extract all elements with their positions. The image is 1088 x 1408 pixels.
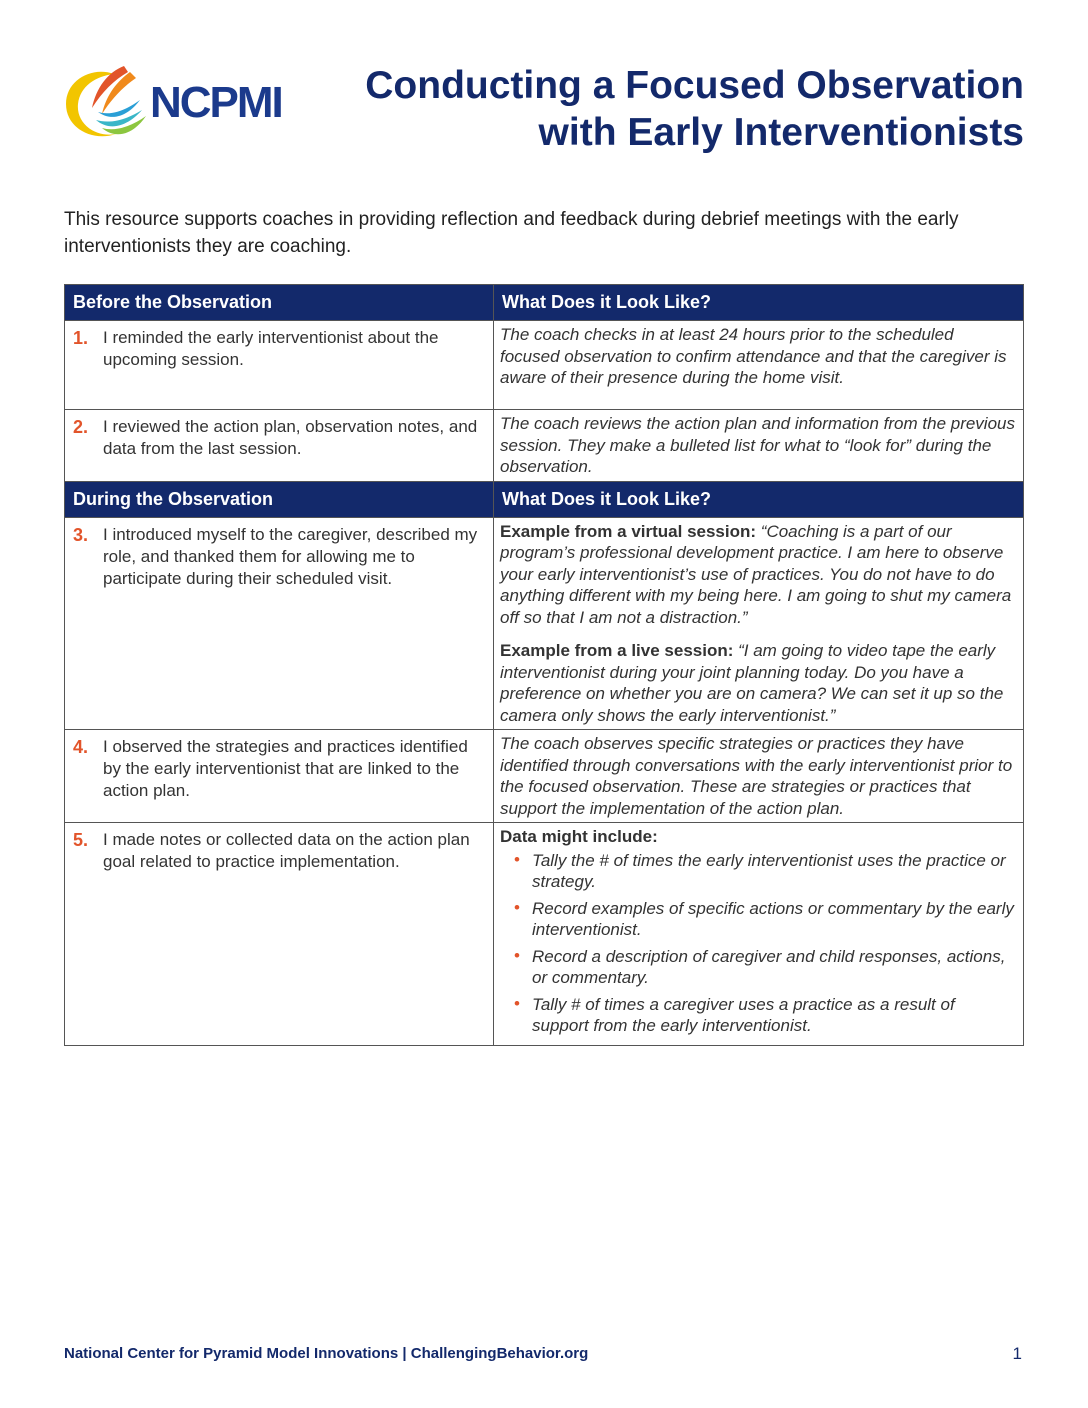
section-header-before bbox=[65, 285, 1024, 321]
table-row bbox=[65, 730, 1024, 823]
table-row bbox=[65, 517, 1024, 730]
during-header: During the Observation bbox=[65, 481, 494, 517]
before-header: Before the Observation bbox=[65, 285, 494, 321]
observation-table bbox=[64, 284, 1024, 1046]
look-header: What Does it Look Like? bbox=[494, 285, 1024, 321]
example-text: The coach checks in at least 24 hours prior to the scheduled focused observation to confirm attendance and that the caregiver is aware of their presence during the home visit. bbox=[500, 325, 1007, 387]
step-text: I observed the strategies and practices identified by the early interventionist that are linked to the action plan. bbox=[103, 737, 468, 800]
bullet-icon: • bbox=[514, 897, 520, 917]
logo-text: NCPMI bbox=[150, 78, 282, 127]
page-title bbox=[324, 62, 1024, 156]
bullet-icon: • bbox=[514, 945, 520, 965]
ncpmi-logo bbox=[62, 62, 282, 144]
table-row bbox=[65, 823, 1024, 1046]
example-text: The coach observes specific strategies or practices they have identified through conversations with the early interventionist prior to the focused observation. These are strategies or practices that support the implementation of the action plan. bbox=[500, 734, 1013, 818]
step-text: I made notes or collected data on the action plan goal related to practice implementation. bbox=[103, 830, 470, 871]
look-header: What Does it Look Like? bbox=[494, 481, 1024, 517]
example-text: The coach reviews the action plan and information from the previous session. They make a bulleted list for what to “look for” during the observation. bbox=[500, 414, 1015, 476]
intro-text: This resource supports coaches in providing reflection and feedback during debrief meetings with the early interventionists they are coaching. bbox=[64, 209, 959, 257]
section-header-during bbox=[65, 481, 1024, 517]
step-number: 1. bbox=[73, 328, 89, 348]
title-line-1: Conducting a Focused Observation bbox=[365, 64, 1024, 107]
step-text: I introduced myself to the caregiver, described my role, and thanked them for allowing me to participate during their scheduled visit. bbox=[103, 524, 478, 588]
table-row bbox=[65, 321, 1024, 410]
title-line-2: with Early Interventionists bbox=[538, 111, 1024, 154]
list-item: • Record examples of specific actions or commentary by the early interventionist. bbox=[514, 897, 1014, 939]
bullet-icon: • bbox=[514, 849, 520, 869]
step-number: 2. bbox=[73, 417, 89, 437]
list-item: • Tally # of times a caregiver uses a practice as a result of support from the early interventionist. bbox=[514, 993, 955, 1035]
example-live-text: “I am going to video tape the early interventionist during your joint planning today. Do you have a preference on whether you are on camera? We can set it up so the camera only shows the early interventionist.” bbox=[500, 641, 1004, 725]
example-virtual-label: Example from a virtual session: bbox=[500, 521, 757, 541]
step-text: I reviewed the action plan, observation notes, and data from the last session. bbox=[103, 417, 478, 458]
step-text: I reminded the early interventionist about the upcoming session. bbox=[103, 328, 439, 369]
data-label: Data might include: bbox=[500, 827, 658, 846]
footer-text: National Center for Pyramid Model Innovations | ChallengingBehavior.org bbox=[64, 1345, 589, 1362]
example-live-label: Example from a live session: bbox=[500, 641, 734, 660]
step-number: 5. bbox=[73, 830, 89, 850]
bullet-icon: • bbox=[514, 993, 520, 1013]
list-item: • Record a description of caregiver and child responses, actions, or commentary. bbox=[514, 945, 1006, 987]
table-row bbox=[65, 410, 1024, 482]
data-bullet-list bbox=[500, 850, 1015, 1037]
example-virtual-text: “Coaching is a part of our program’s professional development practice. I am here to observe your early interventionist’s use of practices. You do not have to do anything different with my being here. I am going to shut my camera off so that I am not a distraction.” bbox=[500, 521, 1012, 627]
page-number: 1 bbox=[1012, 1344, 1022, 1363]
step-number: 3. bbox=[73, 524, 89, 545]
list-item: • Tally the # of times the early interventionist uses the practice or strategy. bbox=[514, 849, 1006, 891]
ncpmi-logo-swirl-icon bbox=[62, 62, 152, 144]
step-number: 4. bbox=[73, 737, 89, 757]
